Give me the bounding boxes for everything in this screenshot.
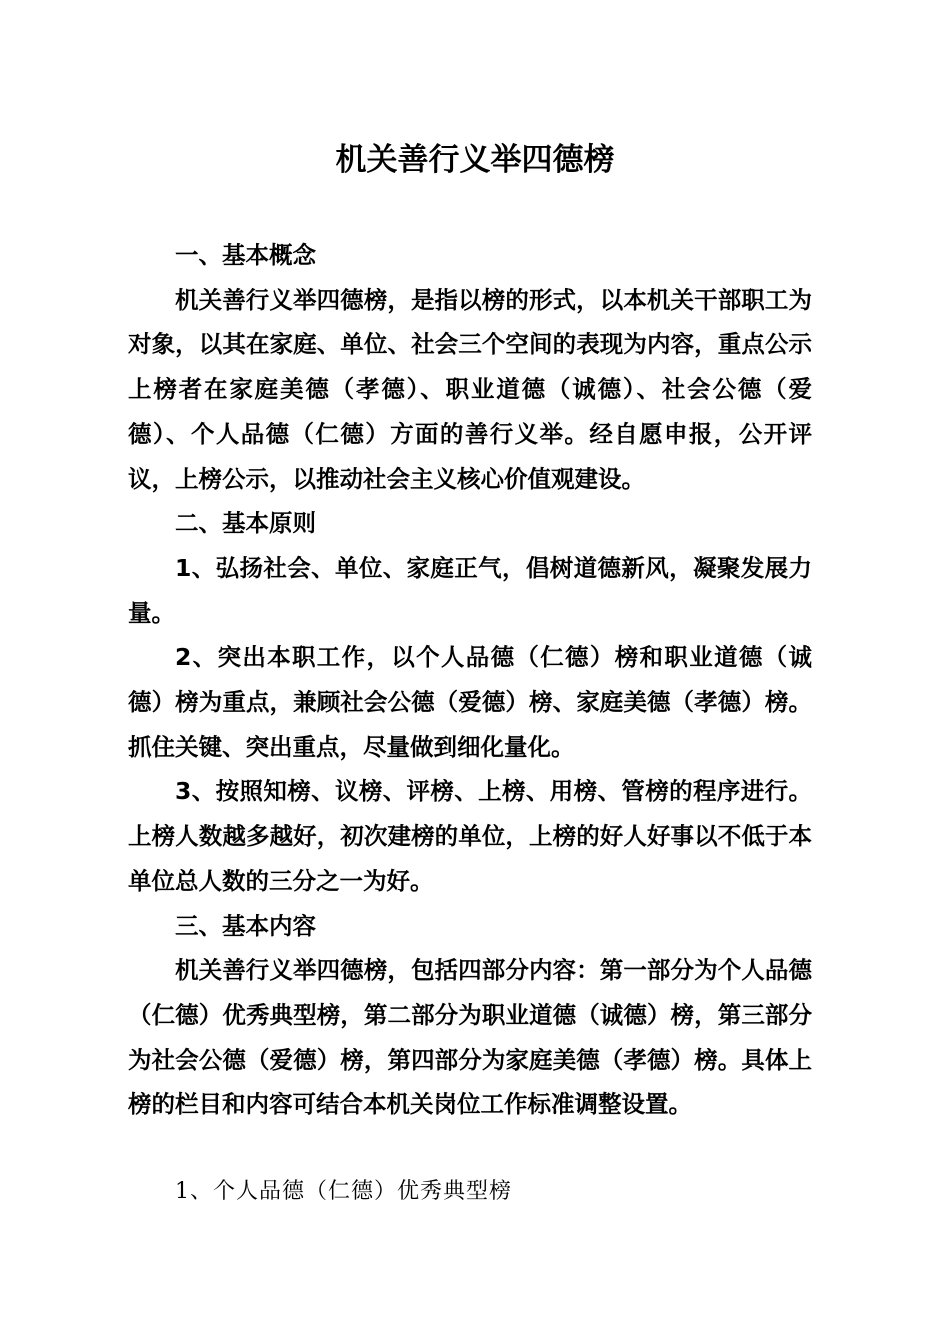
heading-basic-content: 三、基本内容 <box>175 911 316 940</box>
heading-basic-concept: 一、基本概念 <box>175 241 316 269</box>
paragraph-concept: 机关善行义举四德榜，是指以榜的形式，以本机关干部职工为对象，以其在家庭、单位、社会三个空间的表现为内容，重点公示上榜者在家庭美德（孝德）、职业道德（诚德）、社会公德（爱德）、个人品德（仁德）方面的善行义举。经自愿申报，公开评议，上榜公示，以推动社会主义核心价值观建设。 <box>128 285 812 493</box>
paragraph-content: 机关善行义举四德榜，包括四部分内容：第一部分为个人品德（仁德）优秀典型榜，第二部分为职业道德（诚德）榜，第三部分为社会公德（爱德）榜，第四部分为家庭美德（孝德）榜。具体上榜的栏目和内容可结合本机关岗位工作标准调整设置。 <box>128 956 812 1119</box>
document-title: 机关善行义举四德榜 <box>335 142 615 178</box>
document-body <box>128 233 812 1127</box>
subsection-heading: 1、个人品德（仁德）优秀典型榜 <box>175 1179 512 1204</box>
paragraph-principle-1: 1、弘扬社会、单位、家庭正气，倡树道德新风，凝聚发展力量。 <box>128 553 812 627</box>
heading-basic-principles: 二、基本原则 <box>175 509 316 538</box>
paragraph-principle-3: 3、按照知榜、议榜、评榜、上榜、用榜、管榜的程序进行。上榜人数越多越好，初次建榜的单位，上榜的好人好事以不低于本单位总人数的三分之一为好。 <box>128 777 812 895</box>
paragraph-principle-2: 2、突出本职工作，以个人品德（仁德）榜和职业道德（诚德）榜为重点，兼顾社会公德（爱德）榜、家庭美德（孝德）榜。抓住关键、突出重点，尽量做到细化量化。 <box>128 643 812 761</box>
